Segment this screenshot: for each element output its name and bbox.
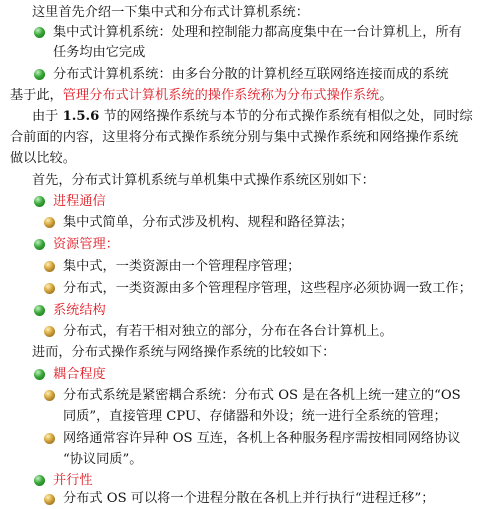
gold-bullet-icon — [44, 283, 55, 294]
comparison-intro-line-2: 合前面的内容，这里将分布式操作系统分别与集中式操作系统和网络操作系统 — [10, 130, 459, 145]
structure-point-1: 分布式，有若干相对独立的部分，分布在各台计算机上。 — [63, 324, 393, 339]
definition-paragraph: 基于此，管理分布式计算机系统的操作系统称为分布式操作系统。 — [10, 88, 393, 103]
heading-parallelism: 并行性 — [53, 473, 93, 488]
coupling-point-1-line-1: 分布式系统是紧密耦合系统：分布式 OS 是在各机上统一建立的“OS — [63, 388, 461, 403]
gold-bullet-icon — [44, 326, 55, 337]
heading-process-communication: 进程通信 — [53, 194, 106, 209]
heading-coupling-degree: 耦合程度 — [53, 367, 106, 382]
communication-point-1: 集中式简单，分布式涉及机构、规程和路径算法； — [63, 215, 354, 230]
comparison-intro-line-3: 做以比较。 — [10, 151, 76, 166]
coupling-point-2-line-1: 网络通常容许异种 OS 互连，各机上各种服务程序需按相同网络协议 — [63, 431, 461, 446]
resource-point-2: 分布式，一类资源由多个管理程序管理，这些程序必须协调一致工作； — [63, 281, 472, 296]
heading-resource-management: 资源管理： — [53, 237, 119, 252]
second-comparison-intro: 进而，分布式操作系统与网络操作系统的比较如下： — [32, 345, 336, 360]
green-bullet-icon — [34, 69, 45, 80]
green-bullet-icon — [34, 305, 45, 316]
coupling-point-1-line-2: 同质”，直接管理 CPU、存储器和外设；统一进行全系统的管理； — [63, 409, 447, 424]
gold-bullet-icon — [44, 433, 55, 444]
heading-system-structure: 系统结构 — [53, 303, 106, 318]
comparison-intro-line-1: 由于 1.5.6 节的网络操作系统与本节的分布式操作系统有相似之处，同时综 — [32, 109, 473, 124]
gold-bullet-icon — [44, 494, 55, 505]
green-bullet-icon — [34, 239, 45, 250]
centralized-system-definition-cont: 任务均由它完成 — [53, 45, 146, 60]
distributed-os-definition: 管理分布式计算机系统的操作系统称为分布式操作系统 — [62, 88, 380, 103]
coupling-point-2-line-2: “协议同质”。 — [63, 452, 143, 467]
gold-bullet-icon — [44, 261, 55, 272]
resource-point-1: 集中式，一类资源由一个管理程序管理； — [63, 259, 301, 274]
first-comparison-intro: 首先，分布式计算机系统与单机集中式操作系统区别如下： — [32, 173, 375, 188]
intro-paragraph: 这里首先介绍一下集中式和分布式计算机系统： — [32, 5, 309, 20]
distributed-system-definition: 分布式计算机系统：由多台分散的计算机经互联网络连接而成的系统 — [53, 67, 449, 82]
green-bullet-icon — [34, 196, 45, 207]
parallelism-point-1: 分布式 OS 可以将一个进程分散在各机上并行执行“进程迁移”； — [63, 491, 435, 506]
gold-bullet-icon — [44, 390, 55, 401]
centralized-system-definition: 集中式计算机系统：处理和控制能力都高度集中在一台计算机上，所有 — [53, 25, 462, 40]
section-reference: 1.5.6 — [62, 109, 100, 124]
green-bullet-icon — [34, 369, 45, 380]
green-bullet-icon — [34, 475, 45, 486]
green-bullet-icon — [34, 27, 45, 38]
gold-bullet-icon — [44, 217, 55, 228]
